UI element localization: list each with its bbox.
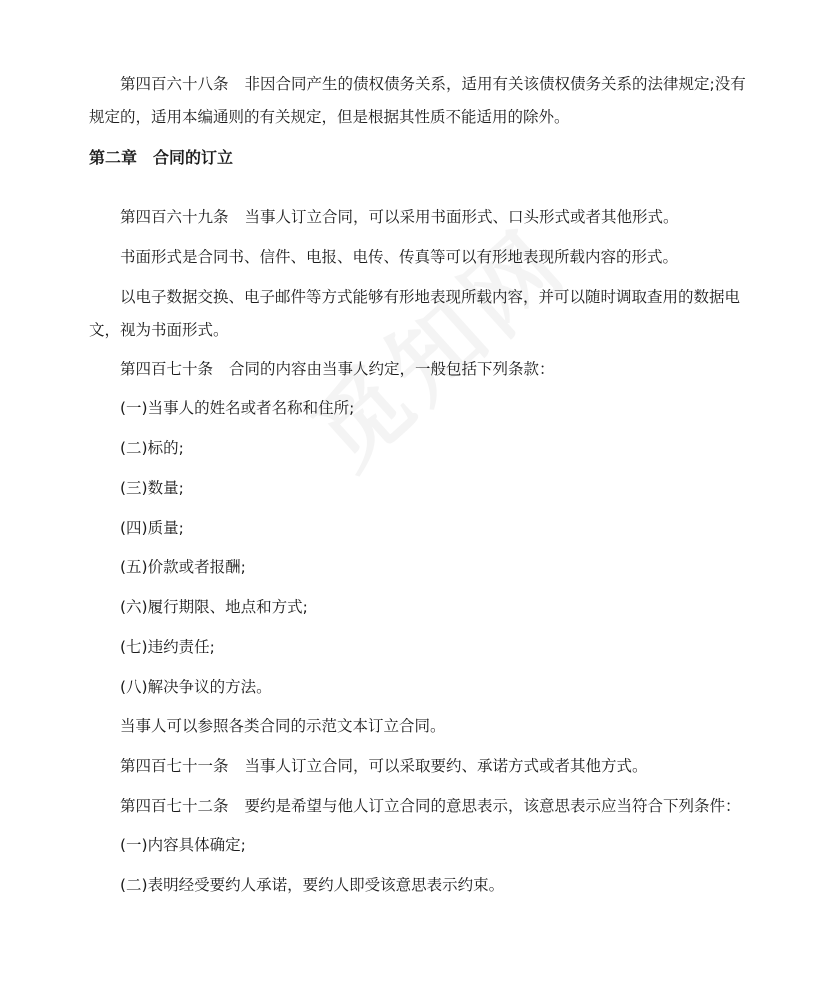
list-item: (四)质量; (120, 519, 184, 537)
paragraph-electronic-data: 以电子数据交换、电子邮件等方式能够有形地表现所载内容，并可以随时调取查用的数据电文，视为书面形式。 (89, 288, 741, 339)
article-text: 非因合同产生的债权债务关系，适用有关该债权债务关系的法律规定;没有规定的，适用本编通则的有关规定，但是根据其性质不能适用的除外。 (89, 75, 746, 126)
list-item: (六)履行期限、地点和方式; (120, 598, 308, 616)
article-text: 要约是希望与他人订立合同的意思表示，该意思表示应当符合下列条件： (244, 797, 741, 815)
article-number: 第四百七十一条 (120, 757, 229, 775)
article-number: 第四百七十二条 (120, 797, 229, 815)
list-item: (二)标的; (120, 439, 184, 457)
list-item: (三)数量; (120, 479, 184, 497)
article-text: 当事人订立合同，可以采用书面形式、口头形式或者其他形式。 (244, 208, 679, 226)
list-item: (七)违约责任; (120, 638, 215, 656)
paragraph-model-text: 当事人可以参照各类合同的示范文本订立合同。 (120, 717, 446, 735)
list-item: (八)解决争议的方法。 (120, 678, 272, 696)
chapter-heading: 第二章 合同的订立 (89, 148, 234, 167)
list-item: (一)当事人的姓名或者名称和住所; (120, 399, 355, 417)
list-item: (二)表明经受要约人承诺，要约人即受该意思表示约束。 (120, 876, 505, 894)
article-number: 第四百六十八条 (120, 75, 229, 93)
article-472 (89, 790, 749, 823)
paragraph-written-form: 书面形式是合同书、信件、电报、电传、传真等可以有形地表现所载内容的形式。 (120, 248, 679, 266)
list-item: (一)内容具体确定; (120, 836, 246, 854)
article-470 (89, 353, 749, 386)
article-number: 第四百六十九条 (120, 208, 229, 226)
article-number: 第四百七十条 (120, 360, 214, 378)
article-469 (89, 201, 749, 234)
article-text: 合同的内容由当事人约定，一般包括下列条款： (229, 360, 555, 378)
article-468 (89, 68, 749, 134)
article-471 (89, 750, 749, 783)
list-item: (五)价款或者报酬; (120, 558, 246, 576)
article-text: 当事人订立合同，可以采取要约、承诺方式或者其他方式。 (244, 757, 648, 775)
